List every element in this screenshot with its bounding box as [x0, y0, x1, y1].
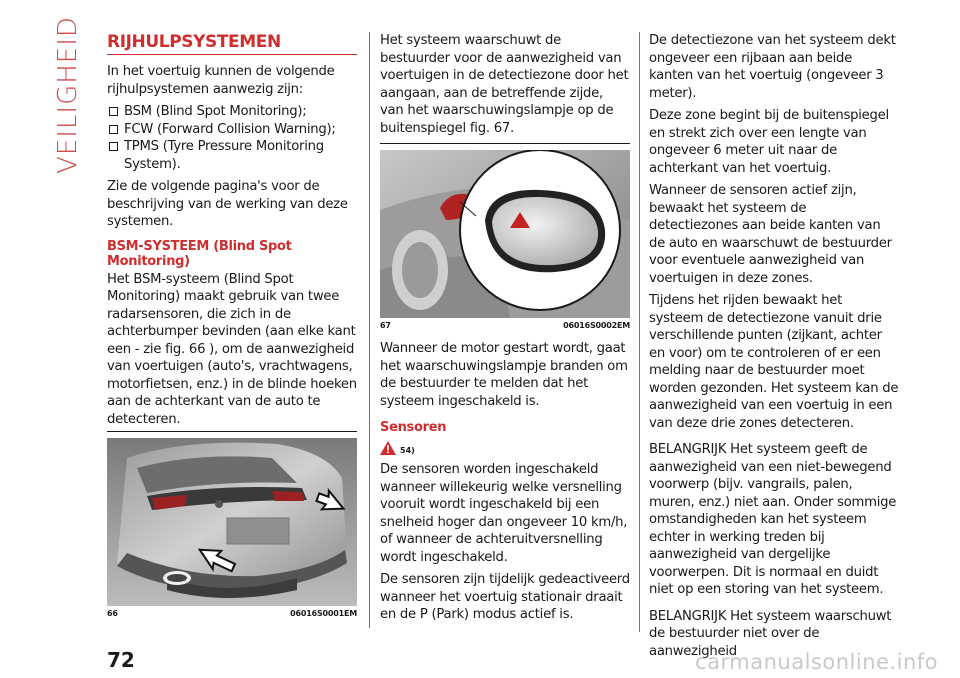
- bsm-paragraph: Het BSM-systeem (Blind Spot Monitoring) maakt gebruik van twee radarsensoren, die zich in de achterbumper bevinden (aan elke kant een - zie fig. 66 ), om de aanwezigheid van voertuigen (auto's, vrachtwagens, motorfietsen, enz.) in de blinde hoeken aan de achterkant van de auto te detecteren.: [107, 271, 357, 427]
- monitoring-paragraph: Wanneer de sensoren actief zijn, bewaakt het systeem de detectiezones aan beide kanten van de auto en waarschuwt de bestuurder voor eventuele aanwezigheid van voertuigen in deze zones.: [649, 183, 892, 286]
- figure-code: 06016S0001EM: [290, 609, 357, 618]
- figure-code: 06016S0002EM: [563, 321, 630, 330]
- figure-top-rule: [380, 143, 630, 144]
- column-1: [107, 32, 357, 433]
- sensors-activation-paragraph: De sensoren worden ingeschakeld wanneer willekeurig welke versnelling vooruit wordt ingeschakeld bij een snelheid hoger dan ongeveer 10 km/h, of wanneer de achteruitversnelling wordt ingeschakeld.: [380, 462, 628, 565]
- zone-length-paragraph: Deze zone begint bij de buitenspiegel en strekt zich over een lengte van ongeveer 6 meter uit naar de achterkant van het voertuig.: [649, 108, 889, 176]
- sensors-deactivation-paragraph: De sensoren zijn tijdelijk gedeactiveerd wanneer het voertuig stationair draait en de P (Park) modus actief is.: [380, 572, 630, 622]
- see-pages-paragraph: Zie de volgende pagina's voor de beschrijving van de werking van deze systemen.: [107, 179, 348, 229]
- detection-zone-paragraph: De detectiezone van het systeem dekt ongeveer een rijbaan aan beide kanten van het voertuig (ongeveer 3 meter).: [649, 33, 896, 101]
- driving-paragraph: Tijdens het rijden bewaakt het systeem de detectiezone vanuit drie verschillende punten (zijkant, achter en voor) om te controleren of er een melding naar de bestuurder moet worden gezonden. Het systeem kan de aanwezigheid van een voertuig in een van deze drie zones detecteren.: [649, 293, 899, 431]
- figure-top-rule: [107, 431, 357, 432]
- column-divider: [369, 32, 370, 628]
- list-item: TPMS (Tyre Pressure Monitoring System).: [107, 138, 357, 173]
- list-item: FCW (Forward Collision Warning);: [107, 121, 357, 139]
- engine-start-paragraph: Wanneer de motor gestart wordt, gaat het waarschuwingslampje branden om de bestuurder te melden dat het systeem ingeschakeld is.: [380, 341, 628, 409]
- car-rear-illustration: [107, 438, 357, 606]
- important-note-1: BELANGRIJK Het systeem geeft de aanwezigheid van een niet-bewegend voorwerp (bijv. vangrails, palen, muren, enz.) niet aan. Onder sommige omstandigheden kan het systeem echter in werking treden bij aanwezigheid van dergelijke voorwerpen. Dit is normaal en duidt niet op een storing van het systeem.: [649, 442, 897, 597]
- section-side-tab: [52, 16, 84, 174]
- figure-number: 67: [380, 321, 391, 330]
- side-tab-label: VEILIGHEID: [53, 16, 84, 174]
- figure-66: [107, 431, 357, 618]
- important-note-2: BELANGRIJK Het systeem waarschuwt de bestuurder niet over de aanwezigheid: [649, 608, 892, 659]
- warning-triangle-icon: [380, 441, 396, 455]
- title-underline: [107, 54, 357, 55]
- warning-reference: [380, 441, 630, 455]
- systems-list: [107, 103, 357, 173]
- column-divider: [639, 32, 640, 632]
- figure-66-image: [107, 438, 357, 606]
- checkbox-bullet-icon: [109, 107, 118, 116]
- checkbox-bullet-icon: [109, 142, 118, 151]
- page-number: 72: [107, 648, 135, 672]
- column-3: [649, 32, 899, 665]
- bsm-subheading: BSM-SYSTEEM (Blind Spot Monitoring): [107, 238, 292, 269]
- intro-paragraph: In het voertuig kunnen de volgende rijhulpsystemen aanwezig zijn:: [107, 64, 335, 97]
- sensors-subheading: Sensoren: [380, 420, 447, 435]
- list-item: BSM (Blind Spot Monitoring);: [107, 103, 357, 121]
- figure-67-caption: [380, 318, 630, 330]
- checkbox-bullet-icon: [109, 125, 118, 134]
- warning-ref-number: 54): [400, 446, 415, 455]
- figure-66-caption: [107, 606, 357, 618]
- figure-67: [380, 143, 630, 330]
- section-title: RIJHULPSYSTEMEN: [107, 32, 281, 52]
- mirror-illustration: [380, 150, 630, 318]
- warning-light-paragraph: Het systeem waarschuwt de bestuurder voor de aanwezigheid van voertuigen in de detectiezone door het aangaan, aan de betreffende zijde, van het waarschuwingslampje op de buitenspiegel fig. 67.: [380, 33, 629, 136]
- figure-67-image: [380, 150, 630, 318]
- figure-number: 66: [107, 609, 118, 618]
- column-2: [380, 32, 630, 629]
- watermark: carmanualsonline.info: [695, 650, 938, 674]
